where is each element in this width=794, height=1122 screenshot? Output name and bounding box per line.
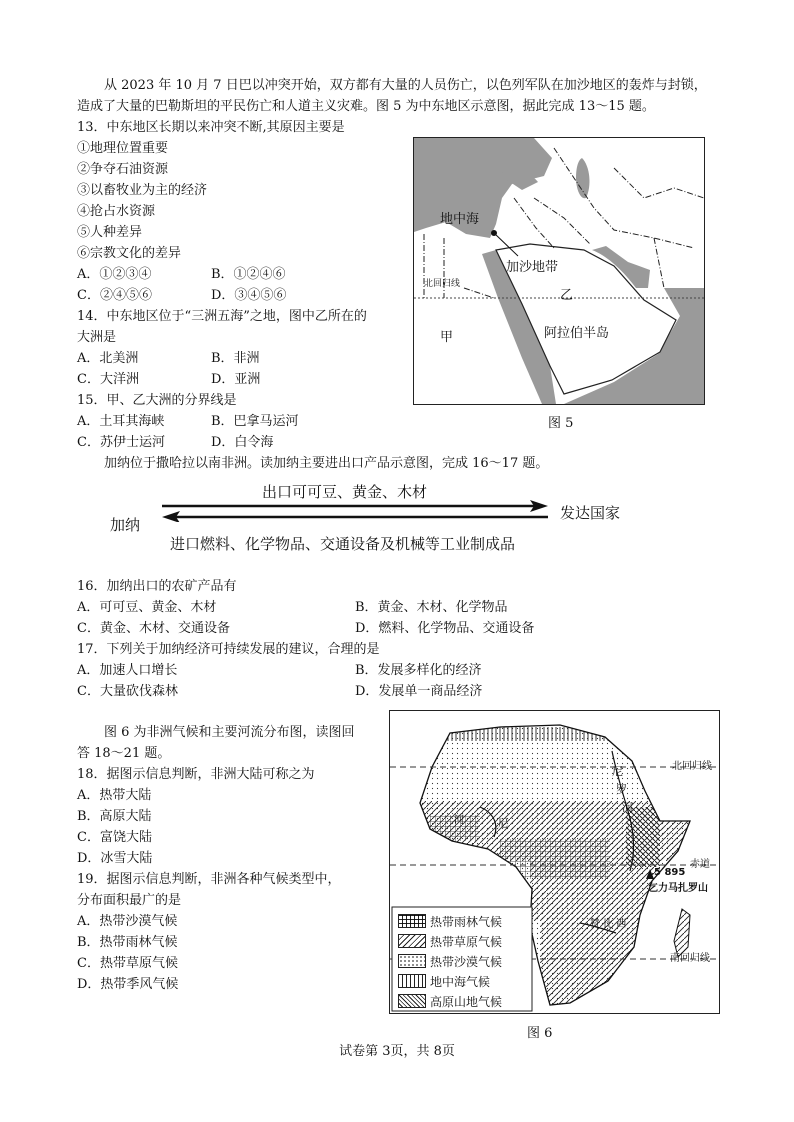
q19-option-d: D．热带季风气候: [77, 977, 179, 992]
q19-stem-2: 分布面积最广的是: [77, 893, 182, 908]
page-footer: 试卷第 3页，共 8页: [339, 1044, 455, 1059]
q13-item: ①地理位置重要: [77, 141, 169, 156]
q16-option-c: C．黄金、木材、交通设备: [77, 621, 230, 636]
label-nile-3: 河: [622, 801, 633, 814]
q19-option-b: B．热带雨林气候: [77, 935, 178, 950]
figure-5-caption: 图 5: [548, 416, 574, 431]
legend-item: [398, 971, 502, 991]
map-label-yi: 乙: [560, 288, 574, 303]
label-nile-1: 尼: [612, 765, 623, 778]
q15-option-c: C．苏伊士运河: [77, 435, 165, 450]
intro-ghana: 加纳位于撒哈拉以南非洲。读加纳主要进出口产品示意图，完成 16～17 题。: [104, 456, 549, 471]
trade-developed-label: 发达国家: [560, 504, 621, 522]
map-label-arabia: 阿拉伯半岛: [544, 326, 610, 341]
label-mountain-height: 5 895: [654, 867, 686, 878]
legend-item: [398, 951, 502, 971]
q19-option-c: C．热带草原气候: [77, 956, 178, 971]
intro-line-2: 造成了大量的巴勒斯坦的平民伤亡和人道主义灾难。图 5 为中东地区示意图，据此完成 13～15 题。: [77, 99, 655, 114]
legend-label: 地中海气候: [430, 974, 491, 989]
q13-option-a: A．①②③④: [77, 267, 152, 282]
intro-africa-1: 图 6 为非洲气候和主要河流分布图，读图回: [104, 725, 355, 740]
q16-option-d: D．燃料、化学物品、交通设备: [355, 621, 535, 636]
q13-item: ③以畜牧业为主的经济: [77, 183, 208, 198]
label-niger-1: 河: [454, 815, 464, 826]
q19-option-a: A．热带沙漠气候: [77, 914, 178, 929]
legend-swatch-savanna: [398, 934, 426, 948]
legend-item: [398, 931, 502, 951]
q13-option-d: D．③④⑤⑥: [211, 288, 287, 303]
legend-label: 高原山地气候: [430, 994, 503, 1009]
q16-option-b: B．黄金、木材、化学物品: [355, 600, 508, 615]
q13-item: ⑤人种差异: [77, 225, 143, 240]
q14-option-a: A．北美洲: [77, 351, 139, 366]
q14-option-c: C．大洋洲: [77, 372, 139, 387]
label-nile-2: 罗: [616, 783, 627, 796]
q13-option-c: C．②④⑤⑥: [77, 288, 152, 303]
trade-ghana-label: 加纳: [110, 516, 141, 534]
intro-africa-2: 答 18～21 题。: [77, 746, 171, 761]
q18-option-b: B．高原大陆: [77, 809, 152, 824]
q13-option-b: B．①②④⑥: [211, 267, 286, 282]
legend-item: [398, 911, 502, 931]
label-equator: 赤道: [690, 859, 710, 870]
q17-option-d: D．发展单一商品经济: [355, 684, 483, 699]
q15-stem: 15．甲、乙大洲的分界线是: [77, 393, 237, 408]
label-north-tropic: 北回归线: [672, 761, 712, 772]
trade-import-label: 进口燃料、化学物品、交通设备及机械等工业制成品: [170, 535, 516, 553]
q18-option-a: A．热带大陆: [77, 788, 152, 803]
q18-option-c: C．富饶大陆: [77, 830, 152, 845]
figure-5-map: [413, 137, 705, 405]
q13-item: ④抢占水资源: [77, 204, 156, 219]
map-label-jia: 甲: [440, 330, 454, 345]
map-label-gaza: 加沙地带: [506, 260, 559, 275]
q13-stem: 13．中东地区长期以来冲突不断,其原因主要是: [77, 120, 345, 135]
legend-swatch-rainforest: [398, 914, 426, 928]
intro-line-1: 从 2023 年 10 月 7 日巴以冲突开始，双方都有大量的人员伤亡，以色列军队在加沙地区的轰炸与封锁，: [104, 78, 707, 93]
q13-item: ②争夺石油资源: [77, 162, 169, 177]
legend-swatch-highland: [398, 994, 426, 1008]
q14-option-d: D．亚洲: [211, 372, 261, 387]
q17-option-b: B．发展多样化的经济: [355, 663, 482, 678]
legend-label: 热带沙漠气候: [430, 954, 503, 969]
q14-option-b: B．非洲: [211, 351, 260, 366]
label-south-tropic: 南回归线: [670, 953, 710, 964]
q17-stem: 17．下列关于加纳经济可持续发展的建议，合理的是: [77, 642, 380, 657]
q19-stem-1: 19．据图示信息判断，非洲各种气候类型中，: [77, 872, 341, 887]
q18-option-d: D．冰雪大陆: [77, 851, 153, 866]
q17-option-a: A．加速人口增长: [77, 663, 178, 678]
map-label-mediterranean: 地中海: [440, 212, 480, 227]
figure-6-map: [389, 710, 720, 1014]
legend-item: [398, 991, 502, 1011]
legend-swatch-desert: [398, 954, 426, 968]
q15-option-a: A．土耳其海峡: [77, 414, 165, 429]
middle-east-map-graphic: [414, 138, 704, 404]
q16-option-a: A．可可豆、黄金、木材: [77, 600, 217, 615]
legend-label: 热带雨林气候: [430, 914, 503, 929]
trade-export-label: 出口可可豆、黄金、木材: [262, 483, 428, 501]
q17-option-c: C．大量砍伐森林: [77, 684, 178, 699]
map-label-tropic: 北回归线: [424, 279, 461, 289]
legend-label: 热带草原气候: [430, 934, 503, 949]
q15-option-b: B．巴拿马运河: [211, 414, 299, 429]
label-kilimanjaro: 乞力马扎罗山: [648, 883, 708, 894]
figure-6-caption: 图 6: [527, 1026, 553, 1041]
q18-stem: 18．据图示信息判断，非洲大陆可称之为: [77, 767, 315, 782]
trade-arrows: [160, 500, 550, 522]
q15-option-d: D．白令海: [211, 435, 274, 450]
label-zambezi: 赞 比 西: [590, 919, 627, 930]
q14-stem-1: 14．中东地区位于“三洲五海”之地，图中乙所在的: [77, 309, 367, 324]
legend-swatch-mediterranean: [398, 974, 426, 988]
q13-item: ⑥宗教文化的差异: [77, 246, 182, 261]
q16-stem: 16．加纳出口的农矿产品有: [77, 579, 237, 594]
climate-legend: [398, 911, 502, 1011]
q14-stem-2: 大洲是: [77, 330, 117, 345]
label-niger-2: 尼: [498, 819, 508, 830]
